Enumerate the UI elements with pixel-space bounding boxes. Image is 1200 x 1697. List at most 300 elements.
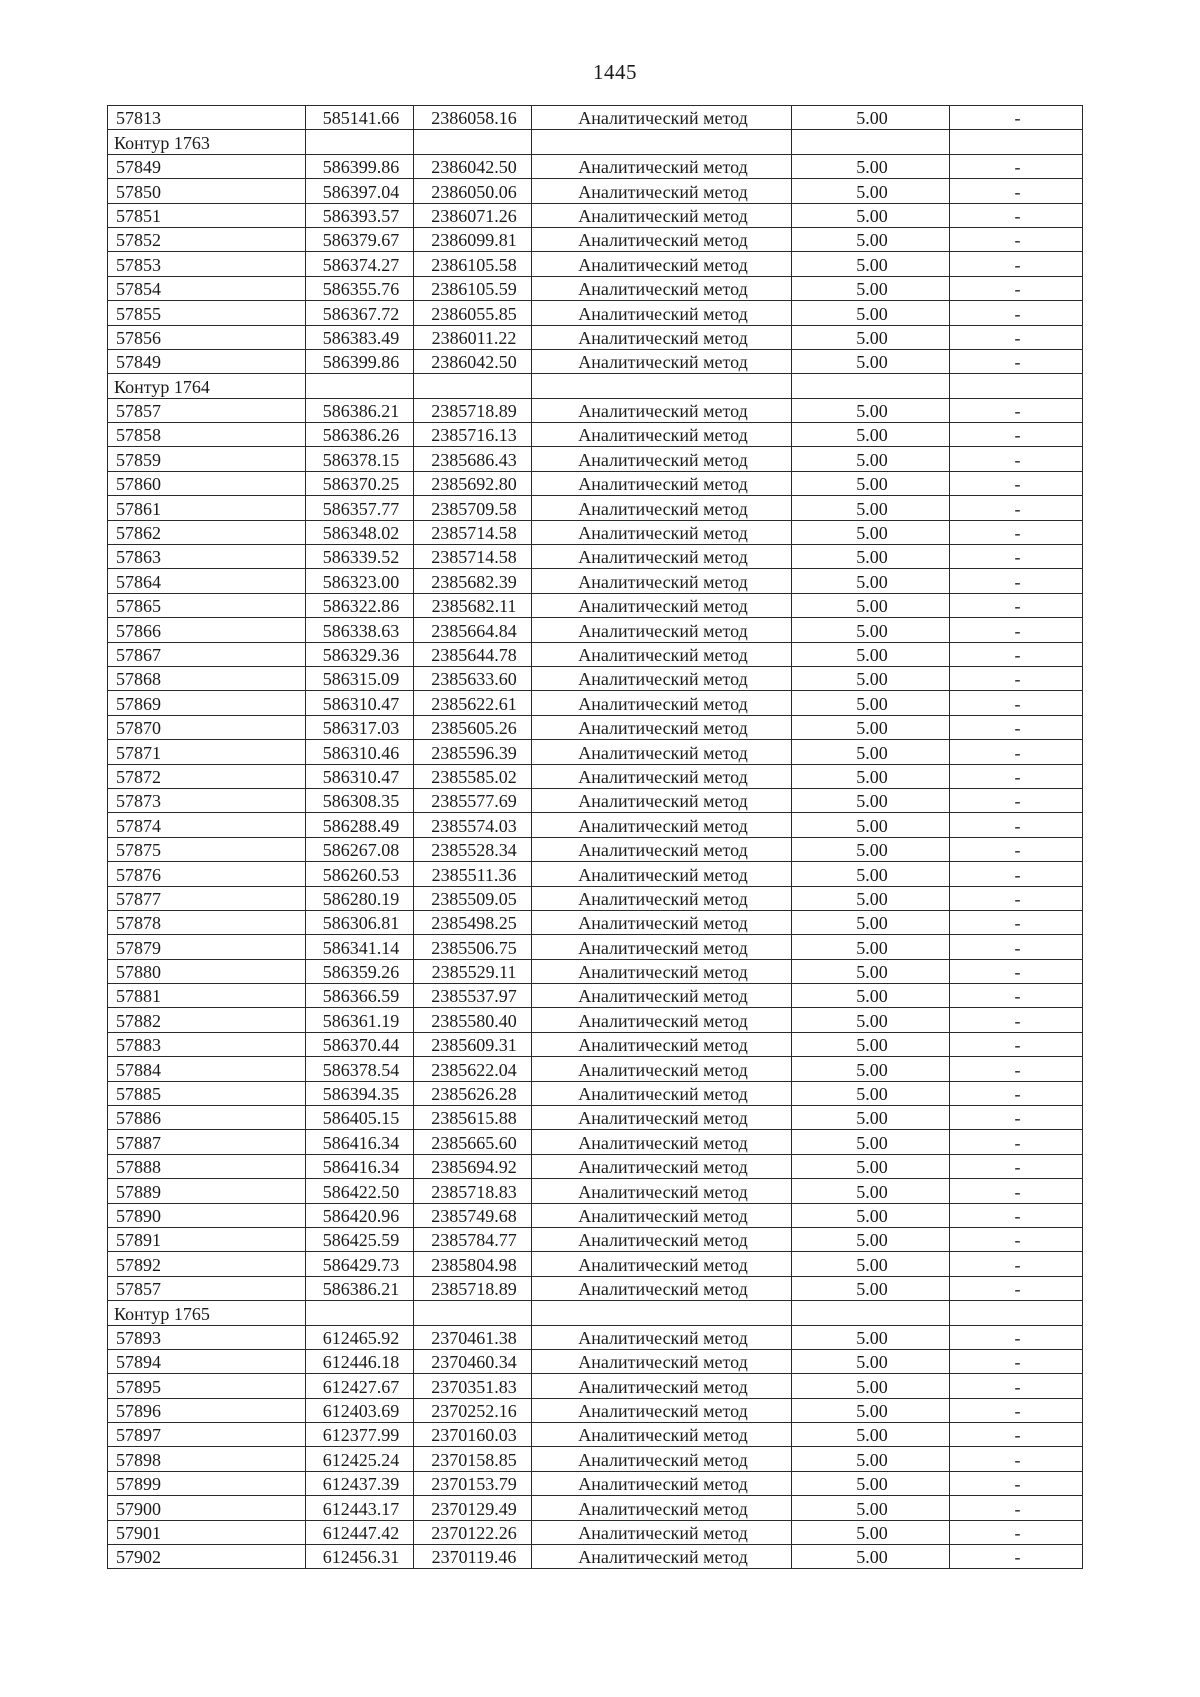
method-cell: Аналитический метод [532,1106,792,1130]
point-row [108,642,1083,666]
accuracy-cell: 5.00 [792,813,950,837]
coord-x: 586386.21 [306,1276,414,1300]
point-row [108,1325,1083,1349]
coord-y: 2385665.60 [414,1130,532,1154]
method-cell: Аналитический метод [532,691,792,715]
method-cell: Аналитический метод [532,1471,792,1495]
point-row [108,1398,1083,1422]
note-cell: - [950,1252,1083,1276]
coord-y: 2385718.83 [414,1179,532,1203]
point-id: 57884 [108,1057,306,1081]
note-cell: - [950,862,1083,886]
point-id: 57900 [108,1496,306,1520]
coord-y: 2385498.25 [414,910,532,934]
point-id: 57854 [108,276,306,300]
point-row [108,1471,1083,1495]
coord-x: 586370.25 [306,471,414,495]
note-cell: - [950,813,1083,837]
point-id: 57849 [108,154,306,178]
note-cell: - [950,471,1083,495]
note-cell: - [950,715,1083,739]
accuracy-cell: 5.00 [792,618,950,642]
coord-x: 586267.08 [306,837,414,861]
point-row [108,1374,1083,1398]
coord-x: 586357.77 [306,496,414,520]
note-cell: - [950,520,1083,544]
method-cell: Аналитический метод [532,666,792,690]
method-cell: Аналитический метод [532,1154,792,1178]
point-row [108,349,1083,373]
contour-label: Контур 1764 [108,374,306,398]
accuracy-cell: 5.00 [792,1349,950,1373]
note-cell: - [950,1471,1083,1495]
coord-y: 2370460.34 [414,1349,532,1373]
accuracy-cell: 5.00 [792,227,950,251]
coord-y: 2385709.58 [414,496,532,520]
method-cell: Аналитический метод [532,325,792,349]
coord-y: 2370461.38 [414,1325,532,1349]
accuracy-cell: 5.00 [792,276,950,300]
accuracy-cell: 5.00 [792,447,950,471]
coord-x: 612377.99 [306,1423,414,1447]
coord-x: 586399.86 [306,349,414,373]
coord-y: 2386055.85 [414,301,532,325]
note-cell: - [950,227,1083,251]
coord-x: 612443.17 [306,1496,414,1520]
cell-empty [792,374,950,398]
note-cell: - [950,496,1083,520]
point-id: 57849 [108,349,306,373]
note-cell: - [950,154,1083,178]
point-id: 57882 [108,1008,306,1032]
method-cell: Аналитический метод [532,1374,792,1398]
point-row [108,1106,1083,1130]
coord-x: 586429.73 [306,1252,414,1276]
coord-y: 2370129.49 [414,1496,532,1520]
method-cell: Аналитический метод [532,423,792,447]
coord-y: 2386011.22 [414,325,532,349]
method-cell: Аналитический метод [532,154,792,178]
point-id: 57889 [108,1179,306,1203]
point-id: 57901 [108,1520,306,1544]
point-id: 57872 [108,764,306,788]
coord-x: 586315.09 [306,666,414,690]
cell-empty [532,374,792,398]
method-cell: Аналитический метод [532,593,792,617]
accuracy-cell: 5.00 [792,959,950,983]
accuracy-cell: 5.00 [792,1374,950,1398]
point-row [108,935,1083,959]
point-row [108,1349,1083,1373]
coord-x: 585141.66 [306,106,414,130]
accuracy-cell: 5.00 [792,545,950,569]
contour-label: Контур 1763 [108,130,306,154]
point-id: 57895 [108,1374,306,1398]
note-cell: - [950,764,1083,788]
point-row [108,471,1083,495]
point-id: 57885 [108,1081,306,1105]
method-cell: Аналитический метод [532,1008,792,1032]
point-row [108,179,1083,203]
point-id: 57862 [108,520,306,544]
coord-y: 2385509.05 [414,886,532,910]
note-cell: - [950,642,1083,666]
coord-y: 2386042.50 [414,349,532,373]
cell-empty [414,130,532,154]
point-id: 57866 [108,618,306,642]
note-cell: - [950,1447,1083,1471]
accuracy-cell: 5.00 [792,301,950,325]
accuracy-cell: 5.00 [792,1130,950,1154]
coord-x: 586422.50 [306,1179,414,1203]
point-id: 57860 [108,471,306,495]
method-cell: Аналитический метод [532,1423,792,1447]
note-cell: - [950,447,1083,471]
method-cell: Аналитический метод [532,545,792,569]
coord-x: 586374.27 [306,252,414,276]
coord-x: 612425.24 [306,1447,414,1471]
point-id: 57851 [108,203,306,227]
point-row [108,569,1083,593]
point-row [108,1179,1083,1203]
point-id: 57853 [108,252,306,276]
coord-x: 586399.86 [306,154,414,178]
coord-y: 2385714.58 [414,545,532,569]
method-cell: Аналитический метод [532,1227,792,1251]
point-row [108,593,1083,617]
coord-y: 2385692.80 [414,471,532,495]
method-cell: Аналитический метод [532,227,792,251]
point-row [108,496,1083,520]
accuracy-cell: 5.00 [792,1471,950,1495]
method-cell: Аналитический метод [532,1545,792,1569]
cell-empty [414,1301,532,1325]
method-cell: Аналитический метод [532,1252,792,1276]
method-cell: Аналитический метод [532,447,792,471]
coord-y: 2385718.89 [414,398,532,422]
coord-y: 2385511.36 [414,862,532,886]
method-cell: Аналитический метод [532,1349,792,1373]
coord-x: 586323.00 [306,569,414,593]
point-id: 57873 [108,788,306,812]
method-cell: Аналитический метод [532,1520,792,1544]
point-row [108,1203,1083,1227]
accuracy-cell: 5.00 [792,764,950,788]
accuracy-cell: 5.00 [792,1276,950,1300]
coord-y: 2385529.11 [414,959,532,983]
coord-x: 586359.26 [306,959,414,983]
accuracy-cell: 5.00 [792,1545,950,1569]
note-cell: - [950,1179,1083,1203]
coord-x: 586370.44 [306,1032,414,1056]
method-cell: Аналитический метод [532,740,792,764]
coord-y: 2385609.31 [414,1032,532,1056]
point-row [108,984,1083,1008]
coord-y: 2385714.58 [414,520,532,544]
method-cell: Аналитический метод [532,1447,792,1471]
point-row [108,1081,1083,1105]
note-cell: - [950,398,1083,422]
point-id: 57894 [108,1349,306,1373]
coord-x: 586310.46 [306,740,414,764]
coord-x: 586348.02 [306,520,414,544]
accuracy-cell: 5.00 [792,1154,950,1178]
note-cell: - [950,1349,1083,1373]
coord-x: 586339.52 [306,545,414,569]
point-id: 57883 [108,1032,306,1056]
point-row [108,715,1083,739]
note-cell: - [950,788,1083,812]
coord-x: 612403.69 [306,1398,414,1422]
note-cell: - [950,837,1083,861]
coord-y: 2386099.81 [414,227,532,251]
accuracy-cell: 5.00 [792,593,950,617]
cell-empty [950,130,1083,154]
point-row [108,1252,1083,1276]
accuracy-cell: 5.00 [792,569,950,593]
coord-x: 586306.81 [306,910,414,934]
note-cell: - [950,1130,1083,1154]
coord-y: 2386105.58 [414,252,532,276]
coord-y: 2385585.02 [414,764,532,788]
coord-y: 2370122.26 [414,1520,532,1544]
point-row [108,1545,1083,1569]
note-cell: - [950,423,1083,447]
point-row [108,1520,1083,1544]
note-cell: - [950,959,1083,983]
method-cell: Аналитический метод [532,618,792,642]
coord-y: 2385804.98 [414,1252,532,1276]
coord-y: 2385537.97 [414,984,532,1008]
point-row [108,203,1083,227]
point-id: 57852 [108,227,306,251]
contour-header-row [108,374,1083,398]
point-row [108,886,1083,910]
accuracy-cell: 5.00 [792,398,950,422]
point-row [108,788,1083,812]
coord-x: 612465.92 [306,1325,414,1349]
accuracy-cell: 5.00 [792,740,950,764]
point-row [108,1032,1083,1056]
coord-y: 2385716.13 [414,423,532,447]
point-row [108,252,1083,276]
point-id: 57897 [108,1423,306,1447]
point-id: 57902 [108,1545,306,1569]
method-cell: Аналитический метод [532,496,792,520]
accuracy-cell: 5.00 [792,349,950,373]
coord-y: 2385626.28 [414,1081,532,1105]
note-cell: - [950,325,1083,349]
accuracy-cell: 5.00 [792,1106,950,1130]
method-cell: Аналитический метод [532,203,792,227]
cell-empty [532,130,792,154]
coord-y: 2385664.84 [414,618,532,642]
point-row [108,520,1083,544]
note-cell: - [950,1081,1083,1105]
coord-y: 2370351.83 [414,1374,532,1398]
coord-x: 586260.53 [306,862,414,886]
coord-x: 612456.31 [306,1545,414,1569]
point-id: 57879 [108,935,306,959]
point-id: 57892 [108,1252,306,1276]
accuracy-cell: 5.00 [792,642,950,666]
coord-x: 586405.15 [306,1106,414,1130]
coord-x: 586379.67 [306,227,414,251]
accuracy-cell: 5.00 [792,1081,950,1105]
point-id: 57865 [108,593,306,617]
method-cell: Аналитический метод [532,1130,792,1154]
note-cell: - [950,1032,1083,1056]
note-cell: - [950,740,1083,764]
point-id: 57857 [108,398,306,422]
point-id: 57864 [108,569,306,593]
cell-empty [414,374,532,398]
note-cell: - [950,910,1083,934]
coord-x: 586393.57 [306,203,414,227]
accuracy-cell: 5.00 [792,1203,950,1227]
point-row [108,618,1083,642]
coord-x: 586378.54 [306,1057,414,1081]
coord-x: 586308.35 [306,788,414,812]
point-row [108,398,1083,422]
note-cell: - [950,545,1083,569]
coord-y: 2385605.26 [414,715,532,739]
coord-x: 586386.26 [306,423,414,447]
coord-x: 612447.42 [306,1520,414,1544]
note-cell: - [950,1227,1083,1251]
point-row [108,837,1083,861]
cell-empty [306,374,414,398]
point-id: 57863 [108,545,306,569]
accuracy-cell: 5.00 [792,1325,950,1349]
cell-empty [792,130,950,154]
method-cell: Аналитический метод [532,1032,792,1056]
accuracy-cell: 5.00 [792,423,950,447]
accuracy-cell: 5.00 [792,666,950,690]
coord-y: 2385749.68 [414,1203,532,1227]
point-id: 57856 [108,325,306,349]
coord-y: 2385694.92 [414,1154,532,1178]
point-row [108,764,1083,788]
note-cell: - [950,276,1083,300]
method-cell: Аналитический метод [532,301,792,325]
point-id: 57875 [108,837,306,861]
contour-label: Контур 1765 [108,1301,306,1325]
cell-empty [306,130,414,154]
contour-header-row [108,130,1083,154]
point-id: 57858 [108,423,306,447]
coord-x: 586366.59 [306,984,414,1008]
point-row [108,106,1083,130]
coordinates-table [107,105,1083,1569]
coord-x: 586310.47 [306,764,414,788]
note-cell: - [950,1374,1083,1398]
coord-x: 586416.34 [306,1154,414,1178]
point-id: 57868 [108,666,306,690]
point-row [108,325,1083,349]
point-row [108,959,1083,983]
method-cell: Аналитический метод [532,886,792,910]
note-cell: - [950,691,1083,715]
coord-x: 586383.49 [306,325,414,349]
coord-x: 586397.04 [306,179,414,203]
note-cell: - [950,886,1083,910]
point-id: 57813 [108,106,306,130]
accuracy-cell: 5.00 [792,252,950,276]
point-row [108,862,1083,886]
coord-y: 2370119.46 [414,1545,532,1569]
coord-y: 2385784.77 [414,1227,532,1251]
point-row [108,691,1083,715]
coord-y: 2386058.16 [414,106,532,130]
coord-x: 586317.03 [306,715,414,739]
note-cell: - [950,349,1083,373]
point-id: 57850 [108,179,306,203]
cell-empty [950,374,1083,398]
point-id: 57855 [108,301,306,325]
method-cell: Аналитический метод [532,1496,792,1520]
point-row [108,1130,1083,1154]
note-cell: - [950,666,1083,690]
accuracy-cell: 5.00 [792,984,950,1008]
accuracy-cell: 5.00 [792,837,950,861]
accuracy-cell: 5.00 [792,1252,950,1276]
cell-empty [950,1301,1083,1325]
method-cell: Аналитический метод [532,106,792,130]
coord-y: 2385622.61 [414,691,532,715]
coord-x: 586361.19 [306,1008,414,1032]
accuracy-cell: 5.00 [792,886,950,910]
coord-y: 2385633.60 [414,666,532,690]
method-cell: Аналитический метод [532,1081,792,1105]
coord-x: 586367.72 [306,301,414,325]
coord-x: 586355.76 [306,276,414,300]
method-cell: Аналитический метод [532,1325,792,1349]
point-id: 57870 [108,715,306,739]
method-cell: Аналитический метод [532,642,792,666]
coord-x: 586338.63 [306,618,414,642]
method-cell: Аналитический метод [532,569,792,593]
method-cell: Аналитический метод [532,471,792,495]
note-cell: - [950,1057,1083,1081]
note-cell: - [950,569,1083,593]
coord-y: 2385580.40 [414,1008,532,1032]
point-id: 57899 [108,1471,306,1495]
coord-x: 586341.14 [306,935,414,959]
coord-x: 586329.36 [306,642,414,666]
note-cell: - [950,1545,1083,1569]
point-id: 57878 [108,910,306,934]
note-cell: - [950,1496,1083,1520]
accuracy-cell: 5.00 [792,471,950,495]
accuracy-cell: 5.00 [792,935,950,959]
point-row [108,813,1083,837]
point-row [108,1227,1083,1251]
method-cell: Аналитический метод [532,764,792,788]
coord-y: 2385596.39 [414,740,532,764]
coord-y: 2370252.16 [414,1398,532,1422]
coord-x: 586280.19 [306,886,414,910]
point-id: 57893 [108,1325,306,1349]
point-id: 57891 [108,1227,306,1251]
note-cell: - [950,1154,1083,1178]
note-cell: - [950,1520,1083,1544]
accuracy-cell: 5.00 [792,715,950,739]
note-cell: - [950,179,1083,203]
accuracy-cell: 5.00 [792,1496,950,1520]
accuracy-cell: 5.00 [792,788,950,812]
point-row [108,666,1083,690]
